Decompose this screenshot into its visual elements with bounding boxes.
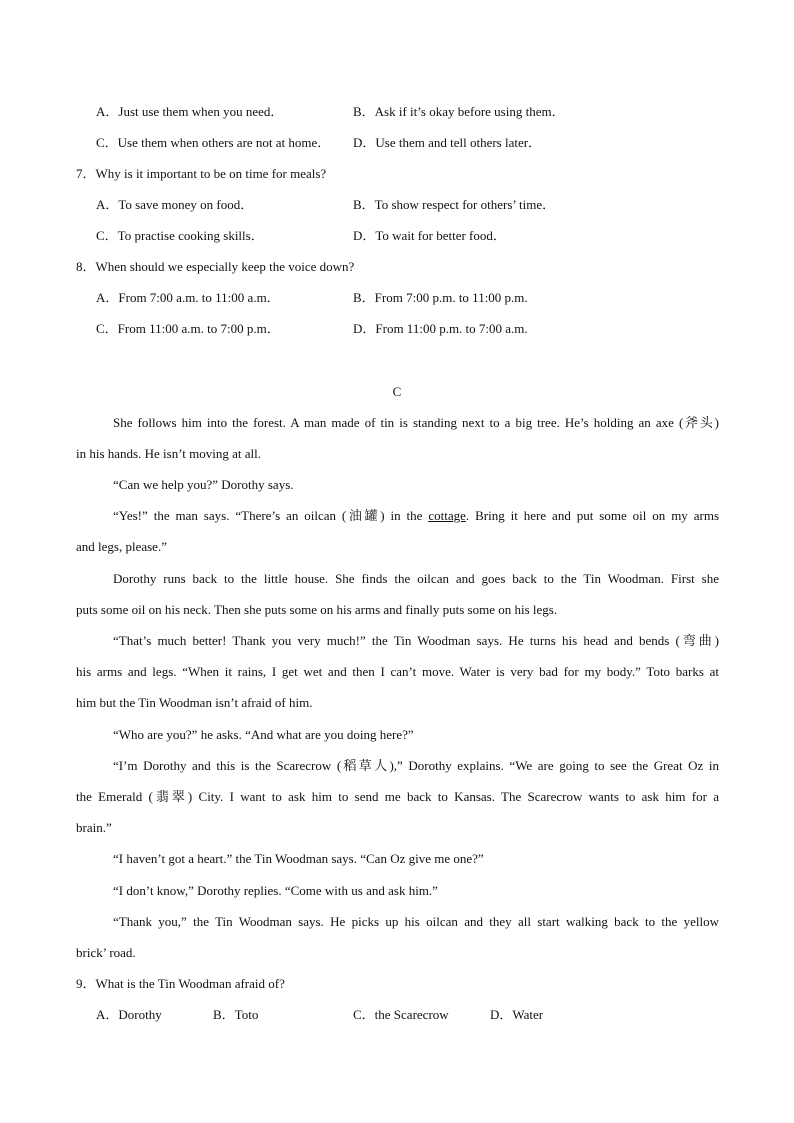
passage-line: “I don’t know,” Dorothy replies. “Come with us and ask him.” (113, 883, 438, 898)
passage-line: him but the Tin Woodman isn’t afraid of him. (76, 695, 313, 710)
passage-line: and legs, please.” (76, 539, 167, 554)
q8-question: 8．When should we especially keep the voice down? (76, 259, 355, 274)
q8-option-a: A．From 7:00 a.m. to 11:00 a.m． (96, 290, 280, 305)
q9-option-b: B．Toto (213, 1007, 259, 1022)
passage-line: “I’m Dorothy and this is the Scarecrow (稻草人),” Dorothy explains. “We are going to see the Great Oz in (113, 758, 719, 773)
passage-line: “Can we help you?” Dorothy says. (113, 477, 294, 492)
q8-option-c: C．From 11:00 a.m. to 7:00 p.m． (96, 321, 280, 336)
passage-text: . Bring it here and put some oil on my arms (465, 508, 720, 523)
passage-line: the Emerald (翡翠) City. I want to ask him to send me back to Kansas. The Scarecrow wants to ask him for a (76, 789, 719, 804)
q9-option-c: C．the Scarecrow (353, 1007, 449, 1022)
passage-line: Dorothy runs back to the little house. She finds the oilcan and goes back to the Tin Woodman. First she (113, 571, 719, 586)
passage-line: She follows him into the forest. A man made of tin is standing next to a big tree. He’s holding an axe (斧头) (113, 415, 719, 430)
q7-option-a: A．To save money on food． (96, 197, 254, 212)
passage-line (113, 508, 719, 524)
passage-line: “I haven’t got a heart.” the Tin Woodman says. “Can Oz give me one?” (113, 851, 484, 866)
q6-option-d: D．Use them and tell others later． (353, 135, 542, 150)
passage-line: “That’s much better! Thank you very much!” the Tin Woodman says. He turns his head and bends (弯曲) (113, 633, 719, 648)
passage-line: “Thank you,” the Tin Woodman says. He picks up his oilcan and they all start walking back to the yellow (113, 914, 719, 929)
passage-text: “Yes!” the man says. “There’s an oilcan (油罐) in the (113, 508, 423, 523)
passage-line: brain.” (76, 820, 112, 835)
section-title: C (392, 384, 402, 399)
q7-question: 7．Why is it important to be on time for meals? (76, 166, 327, 181)
q6-option-a: A．Just use them when you need． (96, 104, 284, 119)
passage-line: in his hands. He isn’t moving at all. (76, 446, 261, 461)
q6-option-b: B．Ask if it’s okay before using them． (353, 104, 565, 119)
passage-line: brick’ road. (76, 945, 136, 960)
q9-option-d: D．Water (490, 1007, 544, 1022)
q7-option-c: C．To practise cooking skills． (96, 228, 264, 243)
q7-option-d: D．To wait for better food． (353, 228, 506, 243)
passage-line: puts some oil on his neck. Then she puts some on his arms and finally puts some on his legs. (76, 602, 558, 617)
q9-option-a: A．Dorothy (96, 1007, 162, 1022)
q9-question: 9．What is the Tin Woodman afraid of? (76, 976, 285, 991)
q8-option-b: B．From 7:00 p.m. to 11:00 p.m. (353, 290, 528, 305)
q7-option-b: B．To show respect for others’ time． (353, 197, 556, 212)
passage-line: “Who are you?” he asks. “And what are you doing here?” (113, 727, 414, 742)
passage-line: his arms and legs. “When it rains, I get wet and then I can’t move. Water is very bad for my body.” Toto barks at (76, 664, 719, 679)
underlined-word: cottage (428, 508, 466, 523)
q8-option-d: D．From 11:00 p.m. to 7:00 a.m. (353, 321, 528, 336)
q6-option-c: C．Use them when others are not at home． (96, 135, 331, 150)
